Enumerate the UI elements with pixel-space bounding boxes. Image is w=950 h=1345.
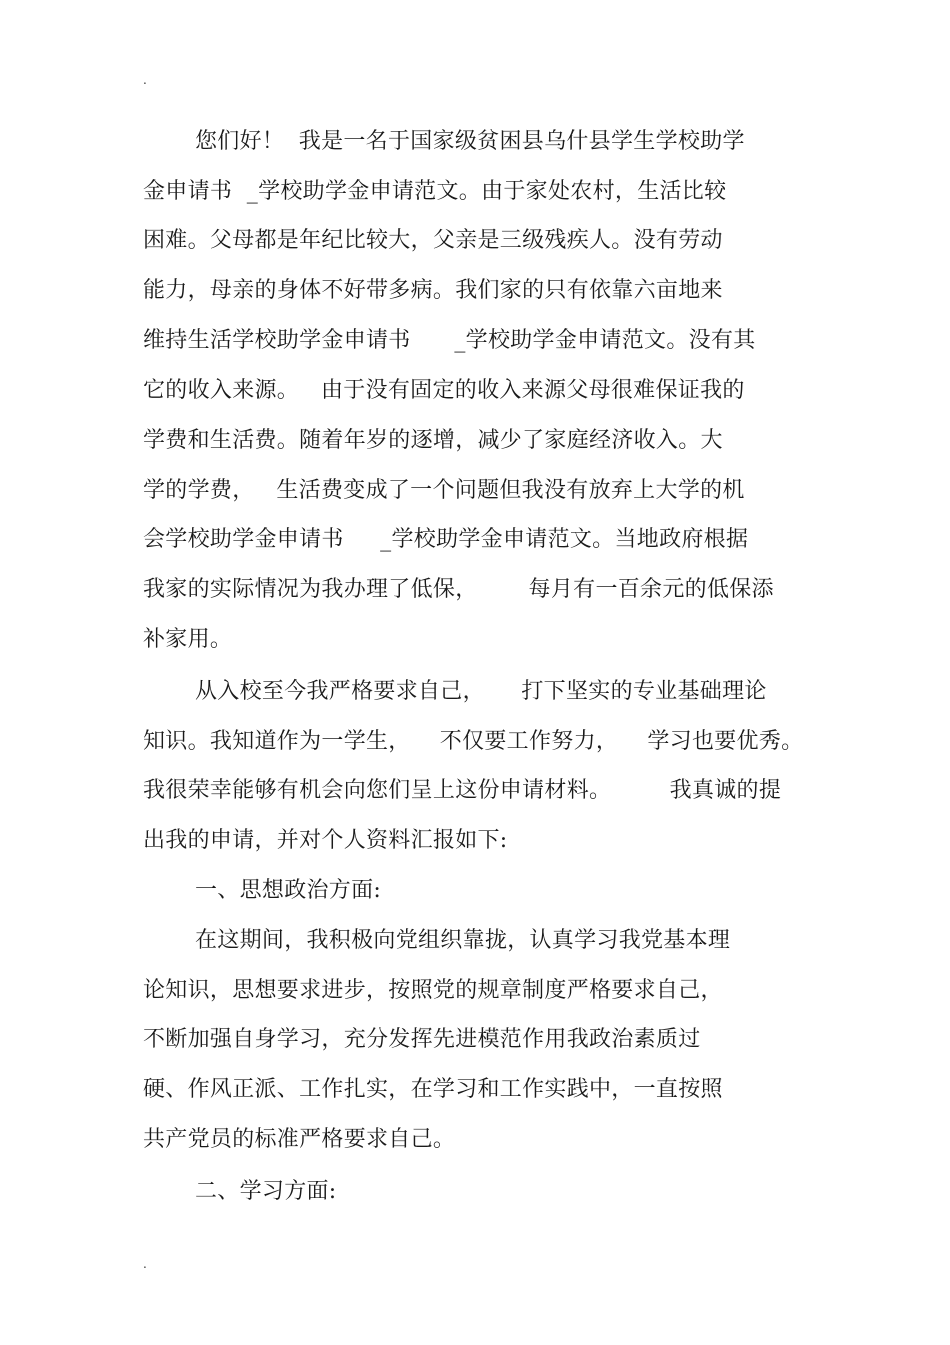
text-line: 出我的申请，并对个人资料汇报如下: (143, 828, 508, 853)
text-line: 您们好！ 我是一名于国家级贫困县乌什县学生学校助学 (195, 129, 745, 154)
section-heading: 一、思想政治方面: (195, 878, 382, 903)
section-heading: 二、学习方面: (195, 1179, 337, 1204)
text-line: 从入校至今我严格要求自己， 打下坚实的专业基础理论 (195, 679, 767, 704)
text-line: 补家用。 (143, 627, 233, 652)
text-line: 困难。父母都是年纪比较大，父亲是三级残疾人。没有劳动 (143, 228, 723, 253)
text-line: 学费和生活费。随着年岁的逐增，减少了家庭经济收入。大 (143, 428, 723, 453)
text-line: 共产党员的标准严格要求自己。 (143, 1127, 456, 1152)
text-line: 我家的实际情况为我办理了低保， 每月有一百余元的低保添 (143, 577, 774, 602)
text-line: 论知识，思想要求进步，按照党的规章制度严格要求自己， (143, 978, 723, 1003)
header-dot-mark: . (143, 73, 147, 87)
text-line: 它的收入来源。 由于没有固定的收入来源父母很难保证我的 (143, 378, 745, 403)
text-line: 金申请书 _学校助学金申请范文。由于家处农村，生活比较 (143, 179, 727, 204)
text-line: 不断加强自身学习，充分发挥先进模范作用我政治素质过 (143, 1027, 701, 1052)
text-line: 维持生活学校助学金申请书 _学校助学金申请范文。没有其 (143, 328, 756, 353)
text-line: 在这期间，我积极向党组织靠拢，认真学习我党基本理 (195, 928, 731, 953)
text-line: 能力，母亲的身体不好带多病。我们家的只有依靠六亩地来 (143, 278, 723, 303)
text-line: 学的学费， 生活费变成了一个问题但我没有放弃上大学的机 (143, 478, 745, 503)
text-line: 硬、作风正派、工作扎实，在学习和工作实践中，一直按照 (143, 1077, 723, 1102)
text-line: 会学校助学金申请书 _学校助学金申请范文。当地政府根据 (143, 527, 749, 552)
text-line: 知识。我知道作为一学生， 不仅要工作努力， 学习也要优秀。 (143, 729, 804, 754)
footer-dot-mark: . (143, 1257, 147, 1271)
text-line: 我很荣幸能够有机会向您们呈上这份申请材料。 我真诚的提 (143, 778, 782, 803)
